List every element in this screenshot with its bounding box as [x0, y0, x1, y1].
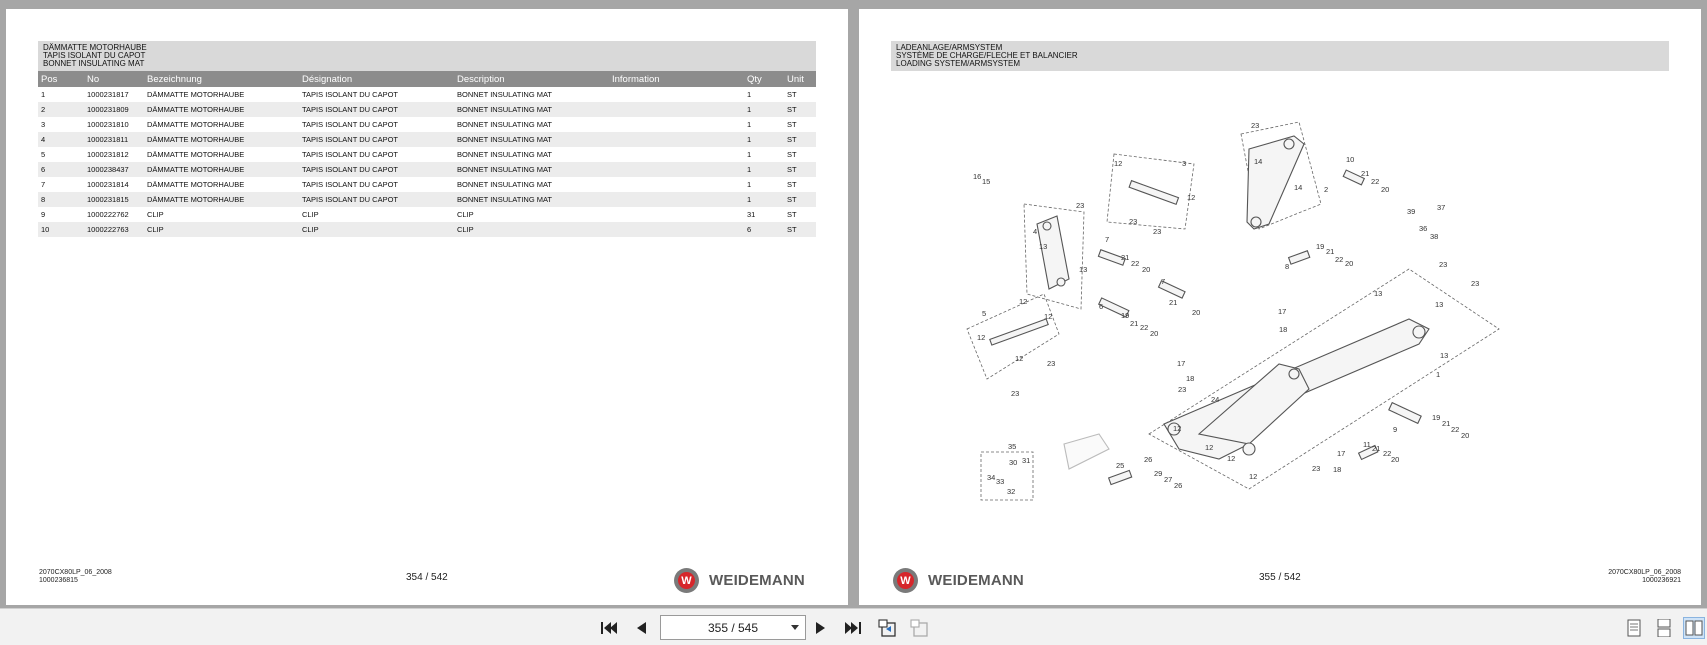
callout-label: 12	[977, 333, 986, 342]
col-unit: Unit	[784, 71, 816, 87]
table-row	[38, 207, 816, 222]
callout-label: 20	[1391, 455, 1400, 464]
callout-label: 22	[1371, 177, 1380, 186]
pin-part	[990, 319, 1048, 345]
chevron-down-icon[interactable]	[791, 625, 799, 630]
document-code-line-1: 2070CX80LP_06_2008	[1608, 569, 1681, 576]
table-cell: 10	[38, 222, 84, 237]
table-cell: 1	[744, 102, 784, 117]
table-cell: 5	[38, 147, 84, 162]
callout-label: 33	[996, 477, 1005, 486]
callout-label: 14	[1254, 157, 1263, 166]
table-row	[38, 132, 816, 147]
table-cell: DÄMMATTE MOTORHAUBE	[144, 192, 299, 207]
callout-label: 20	[1345, 259, 1354, 268]
callout-label: 12	[1019, 297, 1028, 306]
callout-label: 21	[1121, 253, 1130, 262]
table-cell	[609, 192, 744, 207]
callout-label: 22	[1335, 255, 1344, 264]
col-bezeichnung: Bezeichnung	[144, 71, 299, 87]
pin-part	[1289, 251, 1310, 264]
callout-label: 22	[1131, 259, 1140, 268]
callout-label: 23	[1011, 389, 1020, 398]
table-cell	[609, 132, 744, 147]
table-row	[38, 162, 816, 177]
table-cell: ST	[784, 162, 816, 177]
callout-label: 18	[1186, 374, 1195, 383]
table-row	[38, 222, 816, 237]
table-row	[38, 117, 816, 132]
callout-label: 4	[1033, 227, 1038, 236]
table-cell: 1000222762	[84, 207, 144, 222]
table-cell: 1	[744, 132, 784, 147]
table-cell	[609, 177, 744, 192]
continuous-view-icon[interactable]	[1653, 617, 1675, 639]
page-number-value: 355 / 545	[707, 620, 759, 635]
callout-label: 23	[1076, 201, 1085, 210]
weidemann-logo-icon: W	[674, 568, 699, 593]
table-row	[38, 177, 816, 192]
callout-label: 8	[1285, 262, 1290, 271]
table-cell: 1000231811	[84, 132, 144, 147]
table-cell: CLIP	[454, 222, 609, 237]
section-header	[891, 41, 1669, 71]
section-header	[38, 41, 816, 71]
table-cell	[609, 147, 744, 162]
callout-label: 13	[1374, 289, 1383, 298]
col-no: No	[84, 71, 144, 87]
table-cell: BONNET INSULATING MAT	[454, 192, 609, 207]
pin-part	[1109, 470, 1132, 484]
table-cell: TAPIS ISOLANT DU CAPOT	[299, 177, 454, 192]
lever-part	[1037, 216, 1069, 289]
arm-pivot	[1251, 217, 1261, 227]
single-page-view-icon[interactable]	[1623, 617, 1645, 639]
callout-label: 23	[1312, 464, 1321, 473]
table-cell: 1	[38, 87, 84, 102]
callout-label: 12	[1205, 443, 1214, 452]
table-cell: ST	[784, 87, 816, 102]
table-cell: BONNET INSULATING MAT	[454, 117, 609, 132]
main-arm-pivot	[1289, 369, 1299, 379]
callout-label: 1	[1436, 370, 1441, 379]
table-cell: 1000231812	[84, 147, 144, 162]
callout-label: 17	[1337, 449, 1346, 458]
callout-label: 22	[1140, 323, 1149, 332]
table-cell	[609, 102, 744, 117]
brand-block	[674, 568, 805, 593]
table-cell: BONNET INSULATING MAT	[454, 102, 609, 117]
table-row	[38, 147, 816, 162]
table-cell: 2	[38, 102, 84, 117]
table-cell: DÄMMATTE MOTORHAUBE	[144, 147, 299, 162]
table-cell: ST	[784, 102, 816, 117]
two-page-view-icon[interactable]	[1683, 617, 1705, 639]
pin-part	[1129, 181, 1178, 205]
table-cell: TAPIS ISOLANT DU CAPOT	[299, 117, 454, 132]
callout-label: 12	[1114, 159, 1123, 168]
table-cell	[609, 162, 744, 177]
table-cell	[609, 222, 744, 237]
page-354	[6, 9, 848, 605]
table-cell: ST	[784, 147, 816, 162]
page-number-field[interactable]	[660, 615, 806, 640]
callout-label: 12	[1015, 354, 1024, 363]
page-number: 354 / 542	[406, 572, 448, 583]
callout-label: 17	[1278, 307, 1287, 316]
callout-label: 38	[1430, 232, 1439, 241]
table-cell: 1	[744, 147, 784, 162]
callout-label: 9	[1393, 425, 1398, 434]
callout-label: 10	[1346, 155, 1355, 164]
callout-label: 16	[973, 172, 982, 181]
table-cell: DÄMMATTE MOTORHAUBE	[144, 87, 299, 102]
last-page-icon[interactable]	[842, 617, 864, 639]
callout-label: 21	[1130, 319, 1139, 328]
table-cell: DÄMMATTE MOTORHAUBE	[144, 162, 299, 177]
callout-label: 19	[1121, 311, 1130, 320]
faded-part	[1064, 434, 1109, 469]
callout-label: 3	[1182, 159, 1187, 168]
callout-label: 21	[1326, 247, 1335, 256]
navigation-toolbar	[0, 608, 1707, 645]
callout-label: 13	[1079, 265, 1088, 274]
document-code-line-2: 1000236921	[1642, 577, 1681, 584]
callout-label: 22	[1383, 449, 1392, 458]
main-arm-pivot	[1413, 326, 1425, 338]
header-line-de: LADEANLAGE/ARMSYSTEM	[896, 43, 1003, 52]
first-page-icon[interactable]	[598, 617, 620, 639]
table-cell: DÄMMATTE MOTORHAUBE	[144, 102, 299, 117]
table-cell: 3	[38, 117, 84, 132]
callout-label: 24	[1211, 395, 1220, 404]
parts-table-header	[38, 71, 816, 87]
callout-label: 13	[1435, 300, 1444, 309]
table-cell: 1000238437	[84, 162, 144, 177]
table-cell: TAPIS ISOLANT DU CAPOT	[299, 162, 454, 177]
callout-label: 30	[1009, 458, 1018, 467]
table-cell: 1	[744, 177, 784, 192]
callout-label: 2	[1324, 185, 1329, 194]
callout-label: 27	[1164, 475, 1173, 484]
callout-label: 12	[1044, 312, 1053, 321]
col-information: Information	[609, 71, 744, 87]
table-cell: 6	[744, 222, 784, 237]
next-page-icon[interactable]	[810, 617, 832, 639]
go-back-view-icon[interactable]	[876, 617, 898, 639]
callout-label: 21	[1372, 444, 1381, 453]
table-cell: CLIP	[299, 207, 454, 222]
table-row	[38, 87, 816, 102]
callout-label: 23	[1251, 121, 1260, 130]
header-line-en: LOADING SYSTEM/ARMSYSTEM	[896, 59, 1021, 68]
table-row	[38, 192, 816, 207]
table-cell	[609, 87, 744, 102]
callout-label: 12	[1249, 472, 1258, 481]
callout-label: 26	[1144, 455, 1153, 464]
table-cell: ST	[784, 207, 816, 222]
table-cell: DÄMMATTE MOTORHAUBE	[144, 117, 299, 132]
table-cell: CLIP	[144, 222, 299, 237]
table-cell: 1	[744, 87, 784, 102]
header-line-fr: SYSTÈME DE CHARGE/FLECHE ET BALANCIER	[896, 51, 1078, 60]
table-cell: DÄMMATTE MOTORHAUBE	[144, 177, 299, 192]
callout-label: 20	[1461, 431, 1470, 440]
brand-name: WEIDEMANN	[928, 572, 1024, 589]
callout-label: 25	[1116, 461, 1125, 470]
table-cell: ST	[784, 117, 816, 132]
table-cell: 1000231814	[84, 177, 144, 192]
callout-label: 7	[1161, 277, 1166, 286]
table-cell: 6	[38, 162, 84, 177]
table-cell: BONNET INSULATING MAT	[454, 162, 609, 177]
parts-table	[38, 71, 816, 237]
callout-label: 12	[1187, 193, 1196, 202]
callout-label: 14	[1294, 183, 1303, 192]
document-code	[39, 569, 112, 585]
callout-label: 39	[1407, 207, 1416, 216]
table-cell: 1	[744, 162, 784, 177]
callout-label: 23	[1178, 385, 1187, 394]
callout-label: 15	[982, 177, 991, 186]
table-cell: 8	[38, 192, 84, 207]
lever-pivot	[1057, 278, 1065, 286]
col-description: Description	[454, 71, 609, 87]
table-cell: 7	[38, 177, 84, 192]
header-line-de: DÄMMATTE MOTORHAUBE	[43, 43, 147, 52]
page-355	[859, 9, 1701, 605]
weidemann-logo-icon: W	[893, 568, 918, 593]
callout-label: 37	[1437, 203, 1446, 212]
callout-label: 12	[1227, 454, 1236, 463]
table-cell: 1000231817	[84, 87, 144, 102]
table-cell: DÄMMATTE MOTORHAUBE	[144, 132, 299, 147]
callout-label: 23	[1047, 359, 1056, 368]
callout-label: 18	[1333, 465, 1342, 474]
callout-label: 23	[1129, 217, 1138, 226]
table-cell: ST	[784, 222, 816, 237]
table-cell: CLIP	[144, 207, 299, 222]
callout-label: 19	[1432, 413, 1441, 422]
main-arm-pivot	[1243, 443, 1255, 455]
callout-label: 32	[1007, 487, 1016, 496]
callout-label: 13	[1440, 351, 1449, 360]
header-line-en: BONNET INSULATING MAT	[43, 59, 145, 68]
exploded-parts-diagram	[949, 104, 1509, 504]
table-cell: 1000231810	[84, 117, 144, 132]
table-cell: BONNET INSULATING MAT	[454, 132, 609, 147]
callout-label: 21	[1442, 419, 1451, 428]
table-cell: ST	[784, 192, 816, 207]
table-cell: ST	[784, 132, 816, 147]
callout-label: 7	[1105, 235, 1110, 244]
go-forward-view-icon[interactable]	[908, 617, 930, 639]
callout-label: 20	[1142, 265, 1151, 274]
callout-label: 20	[1192, 308, 1201, 317]
callout-label: 11	[1363, 440, 1371, 449]
brand-block	[893, 568, 1024, 593]
callout-label: 17	[1177, 359, 1186, 368]
table-cell: BONNET INSULATING MAT	[454, 87, 609, 102]
header-line-fr: TAPIS ISOLANT DU CAPOT	[43, 51, 146, 60]
lever-pivot	[1043, 222, 1051, 230]
table-cell: 9	[38, 207, 84, 222]
table-cell: CLIP	[299, 222, 454, 237]
table-cell: 1	[744, 192, 784, 207]
previous-page-icon[interactable]	[630, 617, 652, 639]
callout-label: 13	[1039, 242, 1048, 251]
table-cell: 1000231809	[84, 102, 144, 117]
parts-table-body	[38, 87, 816, 237]
table-cell: 31	[744, 207, 784, 222]
callout-label: 20	[1381, 185, 1390, 194]
arm-pivot	[1284, 139, 1294, 149]
callout-label: 31	[1022, 456, 1031, 465]
document-code-line-1: 2070CX80LP_06_2008	[39, 569, 112, 576]
callout-label: 23	[1471, 279, 1480, 288]
table-cell: BONNET INSULATING MAT	[454, 147, 609, 162]
table-cell: CLIP	[454, 207, 609, 222]
table-cell	[609, 117, 744, 132]
brand-name: WEIDEMANN	[709, 572, 805, 589]
table-cell: TAPIS ISOLANT DU CAPOT	[299, 147, 454, 162]
callout-label: 23	[1153, 227, 1162, 236]
table-cell: TAPIS ISOLANT DU CAPOT	[299, 192, 454, 207]
callout-label: 19	[1316, 242, 1325, 251]
table-cell: 1000222763	[84, 222, 144, 237]
callout-label: 18	[1279, 325, 1288, 334]
col-qty: Qty	[744, 71, 784, 87]
callout-label: 34	[987, 473, 996, 482]
table-row	[38, 102, 816, 117]
callout-label: 12	[1173, 424, 1182, 433]
col-pos: Pos	[38, 71, 84, 87]
table-cell: BONNET INSULATING MAT	[454, 177, 609, 192]
callout-label: 35	[1008, 442, 1017, 451]
document-code	[1608, 569, 1681, 585]
table-cell: TAPIS ISOLANT DU CAPOT	[299, 132, 454, 147]
table-cell: ST	[784, 177, 816, 192]
table-cell: TAPIS ISOLANT DU CAPOT	[299, 102, 454, 117]
callout-label: 21	[1361, 169, 1370, 178]
document-code-line-2: 1000236815	[39, 577, 78, 584]
callout-label: 23	[1439, 260, 1448, 269]
callout-label: 5	[982, 309, 987, 318]
callout-label: 6	[1099, 302, 1104, 311]
callout-label: 22	[1451, 425, 1460, 434]
table-cell: 1	[744, 117, 784, 132]
col-designation: Désignation	[299, 71, 454, 87]
callout-label: 36	[1419, 224, 1428, 233]
table-cell: TAPIS ISOLANT DU CAPOT	[299, 87, 454, 102]
callout-label: 29	[1154, 469, 1163, 478]
callout-label: 20	[1150, 329, 1159, 338]
table-cell: 4	[38, 132, 84, 147]
callout-label: 21	[1169, 298, 1178, 307]
table-cell: 1000231815	[84, 192, 144, 207]
page-number: 355 / 542	[1259, 572, 1301, 583]
table-cell	[609, 207, 744, 222]
pin-part	[1389, 403, 1421, 424]
callout-label: 26	[1174, 481, 1183, 490]
